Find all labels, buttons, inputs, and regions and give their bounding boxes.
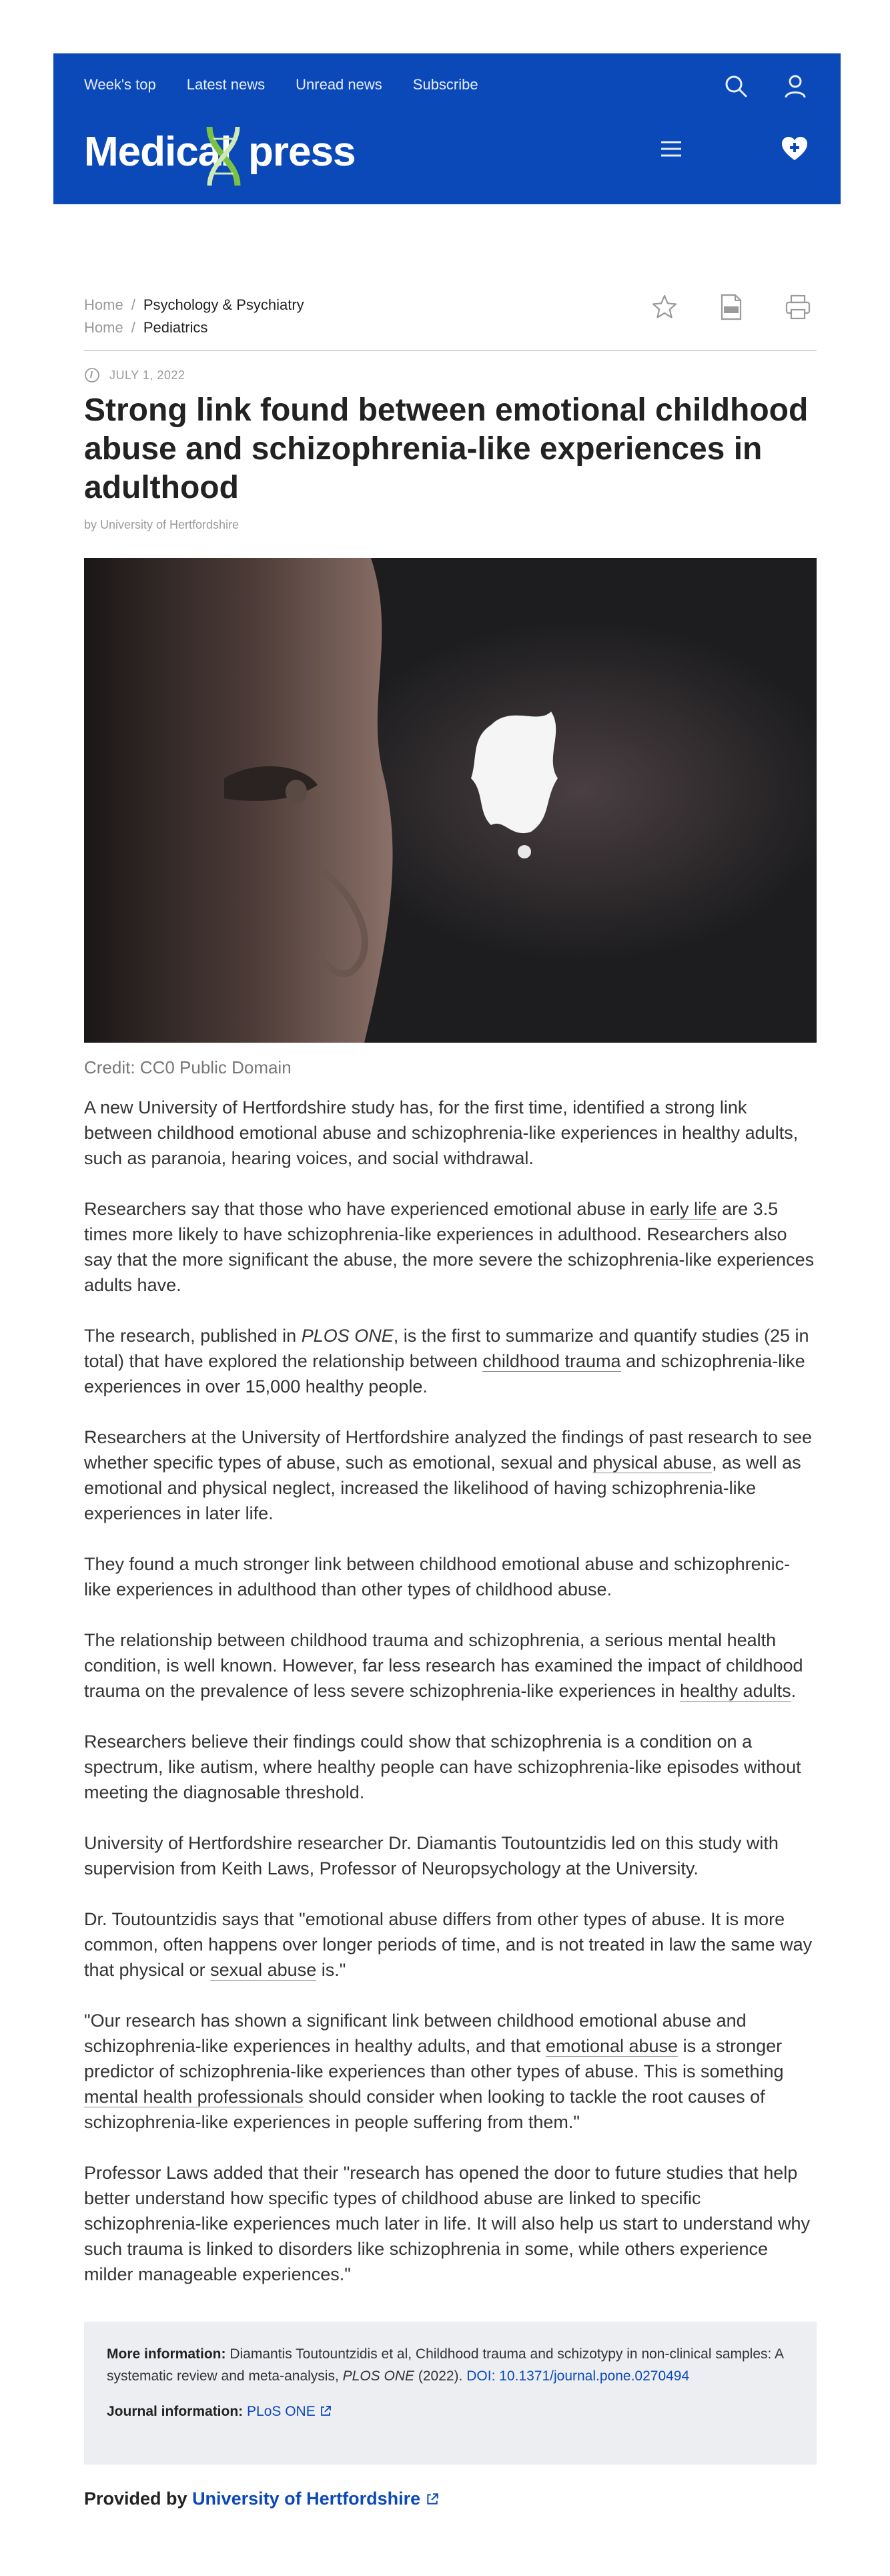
paragraph — [84, 1830, 817, 1881]
paragraph — [84, 2160, 817, 2287]
paragraph-text: "Our research has shown a significant link between childhood emotional abuse and schizophrenia-like experiences in healthy adults, and that — [84, 2011, 747, 2056]
journal-name: PLOS ONE — [301, 1326, 394, 1346]
paragraph-text: A new University of Hertfordshire study has, for the first time, identified a strong link between childhood emotional abuse and schizophrenia-like experiences in healthy adults, such as paranoia, hearing voices, and social withdrawal. — [84, 1097, 799, 1168]
more-info-text: (2022). — [414, 2368, 467, 2384]
paragraph — [84, 1729, 817, 1805]
pdf-icon[interactable] — [719, 294, 743, 320]
breadcrumb-category-link[interactable]: Psychology & Psychiatry — [143, 296, 304, 313]
nav-weeks-top[interactable]: Week's top — [84, 76, 156, 93]
date-row — [84, 367, 185, 383]
article-body — [84, 1095, 817, 2312]
more-info-label: More information: — [107, 2346, 226, 2362]
paragraph-text: Researchers say that those who have experienced emotional abuse in — [84, 1199, 650, 1219]
paragraph — [84, 1906, 817, 1983]
paragraph-text: , as well as emotional and physical neglect, increased the likelihood of having schizophrenia-like experiences in later life. — [84, 1453, 801, 1523]
article-byline: by University of Hertfordshire — [84, 518, 240, 531]
breadcrumb-category-link[interactable]: Pediatrics — [143, 319, 208, 336]
search-icon[interactable] — [723, 73, 749, 99]
paragraph-text: . — [791, 1681, 797, 1701]
publish-date: JULY 1, 2022 — [109, 368, 185, 382]
site-logo[interactable] — [84, 128, 356, 188]
paragraph-text: Dr. Toutountzidis says that "emotional abuse differs from other types of abuse. It is more common, often happens over longer periods of time, and is not treated in law the same way that physical or — [84, 1909, 813, 1980]
inline-link[interactable]: mental health professionals — [84, 2087, 304, 2107]
paragraph-text: is." — [316, 1960, 346, 1980]
paragraph-text: is a stronger predictor of schizophrenia-like experiences than other types of abuse. This is something — [84, 2036, 784, 2081]
more-info — [107, 2343, 794, 2387]
paragraph — [84, 1425, 817, 1526]
breadcrumb-home-link[interactable]: Home — [84, 319, 123, 336]
external-link-icon — [426, 2493, 439, 2506]
paragraph — [84, 1196, 817, 1298]
logo-text-press: press — [248, 129, 356, 175]
paragraph-text: They found a much stronger link between childhood emotional abuse and schizophrenic-like experiences in adulthood than other types of childhood abuse. — [84, 1554, 791, 1599]
more-info-text: Diamantis Toutountzidis et al, Childhood trauma and schizotypy in non-clinical samples: A systematic review and meta-analysis, — [107, 2346, 783, 2384]
paragraph-text: Researchers believe their findings could show that schizophrenia is a condition on a spectrum, like autism, where healthy people can have schizophrenia-like episodes without meeting the diagnosable threshold. — [84, 1732, 801, 1802]
paragraph-text: The relationship between childhood trauma and schizophrenia, a serious mental health condition, is well known. However, far less research has examined the impact of childhood trauma on the prevalence of less severe schizophrenia-like experiences in — [84, 1630, 803, 1701]
paragraph — [84, 2008, 817, 2135]
paragraph — [84, 1627, 817, 1704]
header-divider — [84, 350, 817, 351]
paragraph-text: Professor Laws added that their "research has opened the door to future studies that help better understand how specific types of childhood abuse are linked to specific schizophrenia-like experiences much later in life. It will also help us start to understand why such trauma is linked to disorders like schizophrenia in some, while others experience milder manageable experiences." — [84, 2163, 811, 2284]
top-nav — [84, 76, 478, 93]
inline-link[interactable]: early life — [650, 1199, 717, 1219]
paragraph-text: The research, published in — [84, 1326, 302, 1346]
clock-icon — [84, 367, 100, 383]
breadcrumb — [84, 294, 304, 339]
inline-link[interactable]: physical abuse — [592, 1453, 713, 1473]
doi-link[interactable]: DOI: 10.1371/journal.pone.0270494 — [466, 2368, 690, 2384]
paragraph-text: , is the first to summarize and quantify studies (25 in total) that have explored the relationship between — [84, 1326, 809, 1371]
user-icon[interactable] — [783, 73, 807, 99]
bookmark-star-icon[interactable] — [651, 294, 678, 320]
journal-name: PLOS ONE — [342, 2368, 415, 2384]
paragraph-text: and schizophrenia-like experiences in over 15,000 healthy people. — [84, 1351, 805, 1396]
nav-subscribe[interactable]: Subscribe — [412, 76, 478, 93]
provider-link[interactable]: University of Hertfordshire — [192, 2489, 421, 2509]
eye-peephole-photo — [84, 558, 817, 1043]
print-icon[interactable] — [785, 294, 811, 320]
journal-link[interactable]: PLoS ONE — [247, 2404, 316, 2419]
paragraph — [84, 1323, 817, 1399]
menu-icon[interactable] — [659, 139, 683, 159]
article-title: Strong link found between emotional childhood abuse and schizophrenia-like experiences in adulthood — [84, 393, 809, 505]
journal-info-label: Journal information: — [107, 2404, 244, 2419]
paragraph-text: University of Hertfordshire researcher Dr. Diamantis Toutountzidis led on this study with supervision from Keith Laws, Professor of Neuropsychology at the University. — [84, 1833, 779, 1878]
more-info-box — [84, 2322, 817, 2465]
inline-link[interactable]: healthy adults — [679, 1681, 791, 1701]
paragraph — [84, 1551, 817, 1602]
journal-info — [107, 2400, 794, 2422]
paragraph — [84, 1095, 817, 1171]
image-credit: Credit: CC0 Public Domain — [84, 1057, 292, 1077]
paragraph-text: should consider when looking to tackle the root causes of schizophrenia-like experiences in people suffering from them." — [84, 2087, 765, 2132]
breadcrumb-row — [84, 294, 304, 316]
paragraph-text: Researchers at the University of Hertfordshire analyzed the findings of past research to see whether specific types of abuse, such as emotional, sexual and — [84, 1427, 813, 1473]
dna-logo-icon — [203, 124, 244, 188]
heart-plus-icon[interactable] — [781, 136, 809, 162]
provided-by-label: Provided by — [84, 2489, 187, 2509]
paragraph-text: are 3.5 times more likely to have schizophrenia-like experiences in adulthood. Researchers also say that the more significant the abuse, the more severe the schizophrenia-like experiences adults have. — [84, 1199, 815, 1295]
breadcrumb-separator: / — [131, 319, 135, 336]
inline-link[interactable]: sexual abuse — [210, 1960, 317, 1980]
breadcrumb-separator: / — [131, 296, 135, 313]
provided-by — [84, 2489, 439, 2509]
site-header — [53, 53, 841, 204]
inline-link[interactable]: childhood trauma — [482, 1351, 621, 1371]
article-image[interactable] — [84, 558, 817, 1043]
nav-unread-news[interactable]: Unread news — [296, 76, 382, 93]
inline-link[interactable]: emotional abuse — [545, 2036, 679, 2056]
logo-text-medical: Medical — [84, 129, 232, 175]
breadcrumb-row — [84, 316, 304, 339]
nav-latest-news[interactable]: Latest news — [186, 76, 266, 93]
breadcrumb-home-link[interactable]: Home — [84, 296, 123, 313]
external-link-icon — [320, 2405, 332, 2417]
